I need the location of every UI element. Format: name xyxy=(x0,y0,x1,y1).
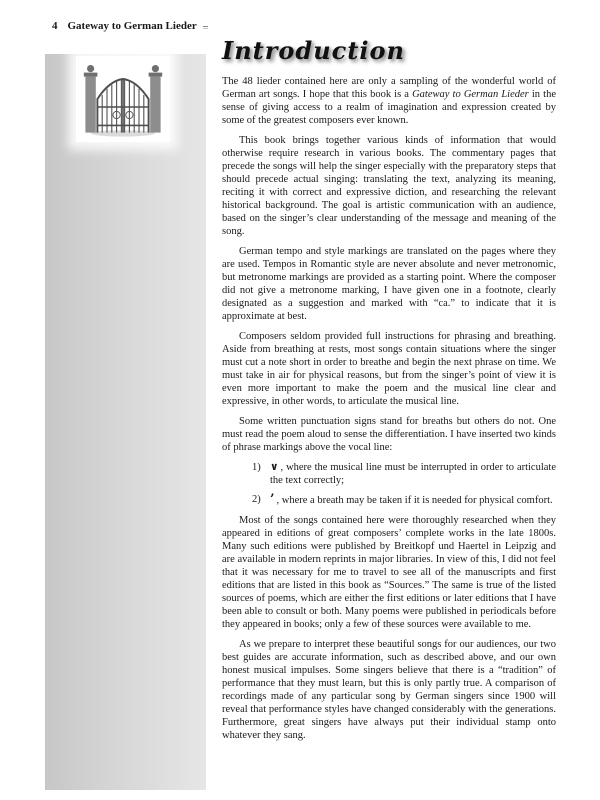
list-item-text: , where the musical line must be interrupted in order to articulate the text correctly; xyxy=(270,462,556,486)
paragraph-text: As we prepare to interpret these beautiful songs for our audiences, our two best guides are accurate information, such as described above, and our own honest musical impulses. Some singers believe that there is a “tradition” of performance that they must learn, but this is only partly true. A comparison of recordings made of any particular song by German singers since 1900 will reveal that performance styles have changed considerably with the generations. Furthermore, great singers have always put their individual stamp onto whatever they sang. xyxy=(222,639,556,741)
paragraph xyxy=(222,638,556,742)
paragraph-text: The 48 lieder contained here are only a sampling of the wonderful world of German art songs. I hope that this book is a xyxy=(222,76,556,100)
paragraph-text: Most of the songs contained here were thoroughly researched when they appeared in editions of great composers’ complete works in the late 1800s. Many such editions were published by Breitkopf und Haertel in Leipzig and are available in modern reprints in major libraries. In view of this, I did not feel that it was necessary for me to travel to see all of the manuscripts and first editions that are listed in this book as “Sources.” The same is true of the listed sources of poems, which are either the first editions or later editions that I have been able to consult or both. Many poems were published in periodicals before they appeared in books; only a few of these sources were available to me. xyxy=(222,515,556,630)
header-rule xyxy=(203,26,208,27)
breath-comma-mark-icon: ’ xyxy=(270,492,275,507)
articulation-break-mark-icon: ∨ xyxy=(270,461,279,473)
gate-image xyxy=(76,56,170,142)
running-header xyxy=(52,20,208,32)
ornamental-gates-icon xyxy=(79,59,167,139)
paragraph xyxy=(222,75,556,127)
list-item-content xyxy=(270,461,556,487)
paragraph-text: Composers seldom provided full instructions for phrasing and breathing. Aside from breathing at rests, most songs contain situations where the singer must cut a note short in order to breathe and begin the next phrase on time. We must take in air for physical reasons, but from the singer’s point of view it is even more important to make the poem and the musical line clear and expressive, in other words, to articulate the musical line. xyxy=(222,331,556,407)
body-paragraphs xyxy=(222,75,556,454)
paragraph xyxy=(222,134,556,238)
list-item-number: 1) xyxy=(252,462,261,473)
paragraph-text: in the sense of giving access to a realm of imagination and expression created by some of the greatest composers ever known. xyxy=(222,89,556,126)
list-item-content xyxy=(270,493,556,507)
paragraph-text: German tempo and style markings are translated on the pages where they are used. Tempos in Romantic style are never absolute and never metronomic, but metronome markings are provided as a starting point. Where the composer did not give a metronome marking, I have given one in a footnote, clearly designated as a suggestion and marked with “ca.” to indicate that it is approximate at best. xyxy=(222,246,556,322)
phrase-marking-list xyxy=(252,461,556,507)
text-column xyxy=(222,36,556,749)
phrase-marking-item xyxy=(252,493,556,507)
paragraph xyxy=(222,514,556,631)
body-paragraphs-continued xyxy=(222,514,556,742)
book-title-reference: Gateway to German Lieder xyxy=(412,89,529,100)
page-number: 4 xyxy=(52,20,58,32)
paragraph-text: Some written punctuation signs stand for breaths but others do not. One must read the poem aloud to sense the differentiation. I have inserted two kinds of phrase markings above the vocal line: xyxy=(222,416,556,453)
list-item-text: , where a breath may be taken if it is needed for physical comfort. xyxy=(276,495,553,506)
chapter-title: Introduction xyxy=(222,36,405,65)
running-title: Gateway to German Lieder xyxy=(67,20,197,32)
paragraph xyxy=(222,415,556,454)
paragraph xyxy=(222,245,556,323)
phrase-marking-item xyxy=(252,461,556,487)
list-item-number: 2) xyxy=(252,494,261,505)
left-margin-panel xyxy=(45,54,206,790)
paragraph xyxy=(222,330,556,408)
paragraph-text: This book brings together various kinds of information that would otherwise require research in various books. The commentary pages that precede the songs will help the singer especially with the preparatory steps that should precede actual singing: translating the text, analyzing its meaning, reciting it with correct and expressive diction, and researching the relevant historical background. The goal is artistic communication with an audience, based on the singer’s clear understanding of the message and meaning of the song. xyxy=(222,135,556,237)
